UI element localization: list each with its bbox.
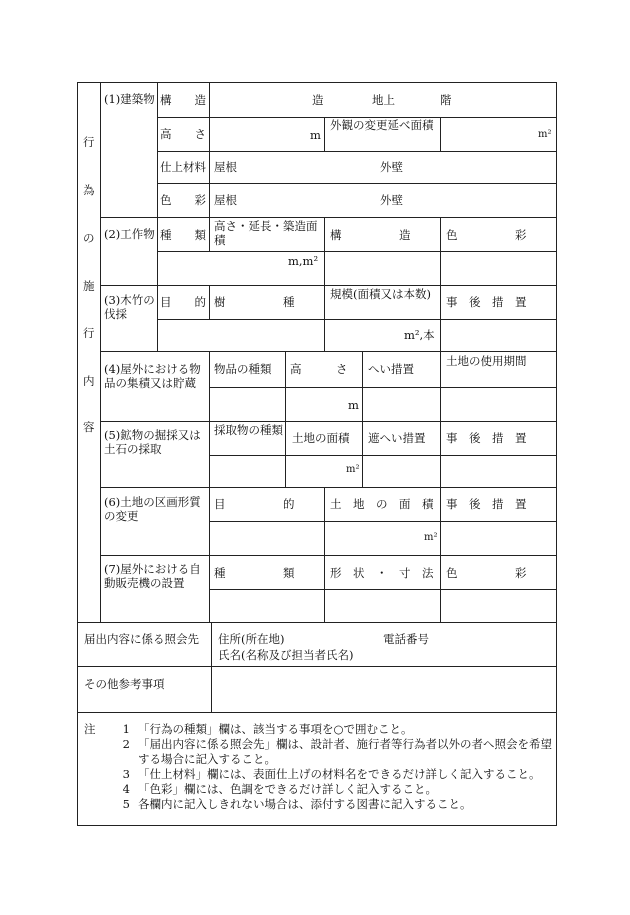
- side-label-5: 内: [83, 374, 95, 388]
- s4-col-d: [440, 351, 441, 421]
- note-5: [84, 797, 554, 812]
- contact-phone: 電話番号: [383, 632, 429, 646]
- sep-s7-contact: [77, 622, 557, 623]
- s1-shikisai-yane: 屋根: [214, 193, 237, 207]
- s1-takasa-unit: m: [310, 128, 321, 142]
- s2-shurui-label: 種 類: [160, 228, 206, 242]
- s3-kibo-label: 規模(面積又は本数): [330, 287, 431, 301]
- side-label-2: の: [83, 231, 95, 245]
- side-label-1: 為: [83, 183, 95, 197]
- s2-shikisai-label: 色 彩: [446, 228, 527, 242]
- contact-label: 届出内容に係る照会先: [84, 632, 199, 646]
- note-1: [84, 722, 554, 737]
- s3-col-b: [209, 285, 210, 319]
- sep-contact-other: [77, 666, 557, 667]
- contact-col: [211, 622, 212, 712]
- s1-kouzou-label: 構 造: [160, 93, 206, 107]
- s1-title: (1)建築物: [104, 92, 155, 106]
- s1-row2: [157, 151, 557, 152]
- s6-row1: [209, 521, 557, 522]
- note-number: 2: [122, 737, 130, 751]
- s6-title: (6)土地の区画形質の変更: [104, 495, 201, 523]
- s2-title: (2)工作物: [104, 227, 155, 241]
- s1-kai: 階: [440, 93, 452, 107]
- note-text: 「行為の種類」欄は、該当する事項を○で囲むこと。: [138, 722, 413, 736]
- frame-right: [556, 82, 557, 826]
- s1-col-a: [157, 82, 158, 217]
- s4-buppin-label: 物品の種類: [214, 362, 272, 376]
- s5-title: (5)鉱物の掘採又は土石の採取: [104, 428, 201, 456]
- note-text: 各欄内に記入しきれない場合は、添付する図書に記入すること。: [138, 797, 472, 811]
- side-label-3: 施: [83, 279, 95, 293]
- s3-jigo-label: 事 後 措 置: [446, 295, 527, 309]
- s6-unit: m²: [424, 532, 438, 543]
- s2-row1: [157, 251, 557, 252]
- contact-address: 住所(所在地): [218, 632, 285, 646]
- s3-jushu-label: 樹 種: [214, 295, 295, 309]
- sep-s4-s5: [100, 421, 557, 422]
- s3-row1: [157, 319, 557, 320]
- s1-takasa-label: 高 さ: [160, 127, 206, 141]
- s1-shiage-gaiheki: 外壁: [380, 160, 403, 174]
- sep-s6-s7: [100, 555, 557, 556]
- s1-col-b: [209, 82, 210, 217]
- s4-takasa-label: 高 さ: [290, 362, 348, 376]
- contact-name: 氏名(名称及び担当者氏名): [218, 648, 354, 662]
- side-label-0: 行: [83, 135, 95, 149]
- s3-unit: m²,本: [404, 328, 435, 342]
- side-label-6: 容: [83, 420, 95, 434]
- s3-col-c: [324, 285, 325, 351]
- s1-row3: [157, 183, 557, 184]
- s1-gaikan-unit: m²: [538, 129, 552, 140]
- s3-col-d: [440, 285, 441, 351]
- s4-col-c: [362, 351, 363, 421]
- s2-takasa-label: 高さ・延長・築造面積: [214, 219, 318, 247]
- s4-col-a: [209, 351, 210, 421]
- note-3: [84, 767, 554, 782]
- s1-shikisai-label: 色 彩: [160, 193, 206, 207]
- other-label: その他参考事項: [84, 677, 165, 691]
- s4-title: (4)屋外における物品の集積又は貯蔵: [104, 362, 201, 390]
- s4-col-b: [285, 351, 286, 421]
- sep-s2-s3: [100, 285, 557, 286]
- s1-zou: 造: [312, 93, 324, 107]
- note-2: [84, 737, 554, 767]
- s1-shikisai-gaiheki: 外壁: [380, 193, 403, 207]
- sep-s5-s6: [100, 487, 557, 488]
- s5-col-d: [440, 421, 441, 487]
- s4-tochi-label: 土地の使用期間: [446, 354, 527, 368]
- sep-s3-s4: [100, 351, 557, 352]
- s4-unit: m: [348, 398, 359, 412]
- notes-block: [84, 722, 554, 812]
- s7-row1: [209, 589, 557, 590]
- frame-left: [77, 82, 78, 826]
- sep-s1-s2: [100, 217, 557, 218]
- s5-menseki-label: 土地の面積: [292, 431, 350, 445]
- s6-mokuteki-label: 目 的: [214, 497, 295, 511]
- s5-jigo-label: 事 後 措 置: [446, 431, 527, 445]
- s1-shiage-label: 仕上材料: [160, 160, 206, 174]
- note-text: 「色彩」欄には、色調をできるだけ詳しく記入すること。: [138, 782, 437, 796]
- s4-hei-label: へい措置: [368, 362, 414, 376]
- s5-col-b: [285, 421, 286, 487]
- note-number: 5: [122, 797, 130, 811]
- s7-keijou-label: 形 状 ・ 寸 法: [330, 566, 434, 580]
- s7-shurui-label: 種 類: [214, 566, 295, 580]
- s1-col-d: [440, 117, 441, 151]
- s1-col-c: [324, 117, 325, 151]
- s5-unit: m²: [346, 464, 360, 475]
- s2-kouzou-label: 構 造: [330, 228, 411, 242]
- s1-shiage-yane: 屋根: [214, 160, 237, 174]
- s5-row1: [209, 455, 557, 456]
- s4-row1: [209, 387, 557, 388]
- note-text: 「届出内容に係る照会先」欄は、設計者、施行者等行為者以外の者へ照会を希望する場合に記入すること。: [138, 737, 552, 766]
- s3-col-a: [157, 285, 158, 351]
- side-col-line: [100, 82, 101, 622]
- s6-menseki-label: 土 地 の 面 積: [330, 497, 434, 511]
- s1-chijou: 地上: [372, 93, 395, 107]
- frame-top: [77, 82, 557, 83]
- s5-saishu-label: 採取物の種類: [214, 423, 283, 437]
- s7-title: (7)屋外における自動販売機の設置: [104, 562, 201, 590]
- notes-head: 注: [84, 722, 96, 736]
- s2-unit: m,m²: [288, 254, 319, 268]
- side-label-4: 行: [83, 326, 95, 340]
- s6-jigo-label: 事 後 措 置: [446, 497, 527, 511]
- s1-gaikan-label: 外観の変更延べ面積: [330, 118, 434, 132]
- s7-shikisai-label: 色 彩: [446, 566, 527, 580]
- note-text: 「仕上材料」欄には、表面仕上げの材料名をできるだけ詳しく記入すること。: [138, 767, 541, 781]
- note-number: 1: [122, 722, 130, 736]
- note-number: 3: [122, 767, 130, 781]
- s2-col-b: [209, 217, 210, 251]
- s5-col-c: [362, 421, 363, 487]
- s3-mokuteki-label: 目 的: [160, 295, 206, 309]
- note-4: [84, 782, 554, 797]
- frame-bottom: [77, 825, 557, 826]
- s5-shahei-label: 遮へい措置: [368, 431, 426, 445]
- s5-col-a: [209, 421, 210, 487]
- sep-other-notes: [77, 712, 557, 713]
- note-number: 4: [122, 782, 130, 796]
- s3-title: (3)木竹の伐採: [104, 293, 155, 321]
